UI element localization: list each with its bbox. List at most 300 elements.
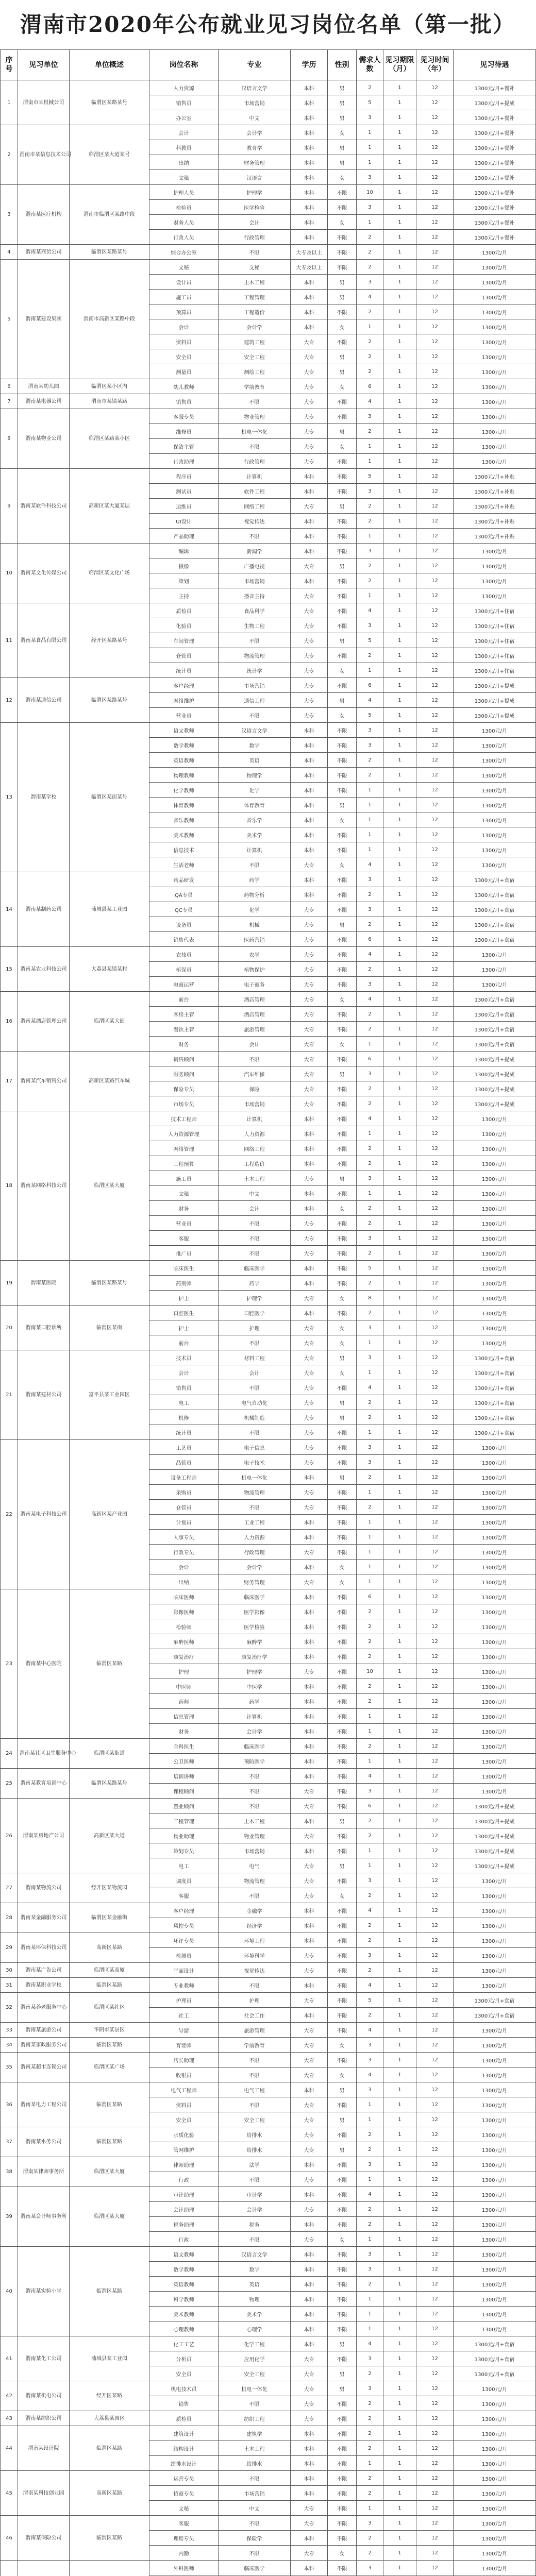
cell-gender: 不限 [328, 1873, 357, 1888]
cell-summary: 大荔县某园区 [70, 2411, 149, 2426]
cell-years: 12 [416, 439, 454, 454]
cell-period: 1 [383, 544, 416, 558]
cell-unit: 渭南某酒店管理公司 [18, 992, 70, 1052]
cell-post: 理赔专员 [149, 2531, 219, 2546]
cell-period: 1 [383, 1365, 416, 1380]
cell-period: 1 [383, 1709, 416, 1724]
cell-period: 1 [383, 1814, 416, 1828]
table-row [1, 260, 536, 275]
cell-education: 大专 [291, 1858, 328, 1873]
cell-years: 12 [416, 1410, 454, 1425]
cell-period: 1 [383, 872, 416, 887]
cell-count: 2 [357, 1141, 383, 1156]
cell-years: 12 [416, 633, 454, 648]
header-major: 专业 [219, 50, 291, 80]
cell-gender: 男 [328, 798, 357, 812]
cell-pay: 1300元/月 [454, 1694, 536, 1709]
cell-major: 网络工程 [219, 499, 291, 514]
cell-major: 社会工作 [219, 2008, 291, 2023]
cell-count: 3 [357, 977, 383, 992]
cell-major: 酒店管理 [219, 992, 291, 1007]
cell-post: 主持 [149, 588, 219, 603]
cell-pay: 1300元/月 [454, 1335, 536, 1350]
cell-gender: 不限 [328, 2396, 357, 2411]
cell-years: 12 [416, 454, 454, 469]
cell-gender: 男 [328, 499, 357, 514]
cell-years: 12 [416, 1440, 454, 1455]
cell-major: 计算机 [219, 842, 291, 857]
cell-major: 不限 [219, 1784, 291, 1799]
cell-gender: 不限 [328, 1096, 357, 1111]
cell-education: 本科 [291, 573, 328, 588]
cell-gender: 不限 [328, 1216, 357, 1231]
cell-gender: 不限 [328, 783, 357, 798]
cell-years: 12 [416, 1545, 454, 1560]
cell-pay: 1300元/月 [454, 1291, 536, 1306]
cell-gender: 不限 [328, 1993, 357, 2008]
cell-pay: 1300元/月 [454, 1978, 536, 1993]
cell-post: QC专员 [149, 902, 219, 917]
cell-pay: 1300元/月 [454, 349, 536, 364]
cell-years: 12 [416, 2321, 454, 2336]
cell-summary: 临渭区某大厦 [70, 2157, 149, 2187]
cell-count: 4 [357, 1111, 383, 1126]
cell-education: 本科 [291, 2471, 328, 2486]
cell-major: 临床医学 [219, 2561, 291, 2575]
cell-period: 1 [383, 1604, 416, 1619]
cell-years: 12 [416, 170, 454, 185]
cell-education: 本科 [291, 872, 328, 887]
cell-gender: 不限 [328, 1141, 357, 1156]
cell-years: 12 [416, 1470, 454, 1485]
cell-years: 12 [416, 349, 454, 364]
cell-count: 1 [357, 1843, 383, 1858]
cell-pay: 1300元/月+补贴 [454, 469, 536, 484]
cell-period: 1 [383, 1156, 416, 1171]
cell-gender: 男 [328, 424, 357, 439]
cell-period: 1 [383, 738, 416, 753]
cell-education: 大专 [291, 1485, 328, 1500]
cell-unit: 渭南市某信息技术公司 [18, 125, 70, 185]
cell-index: 31 [1, 1978, 18, 1993]
cell-count: 1 [357, 1126, 383, 1141]
cell-major: 土木工程 [219, 1171, 291, 1186]
cell-years: 12 [416, 2292, 454, 2307]
cell-pay: 1300元/月 [454, 738, 536, 753]
cell-period: 1 [383, 2336, 416, 2351]
cell-major: 英语 [219, 753, 291, 768]
cell-pay: 1300元/月 [454, 2471, 536, 2486]
cell-years: 12 [416, 1769, 454, 1784]
cell-major: 土木工程 [219, 2441, 291, 2456]
cell-gender: 不限 [328, 1380, 357, 1395]
cell-post: 护理人员 [149, 185, 219, 200]
cell-education: 大专 [291, 603, 328, 618]
table-row [1, 2053, 536, 2067]
cell-pay: 1300元/月+食宿 [454, 887, 536, 902]
cell-education: 本科 [291, 110, 328, 125]
cell-unit: 渭南某化工公司 [18, 2336, 70, 2381]
cell-period: 1 [383, 1231, 416, 1246]
cell-unit: 渭南市某机械公司 [18, 80, 70, 125]
cell-major: 汽车维修 [219, 1066, 291, 1081]
cell-pay: 1300元/月 [454, 753, 536, 768]
cell-gender: 男 [328, 917, 357, 932]
cell-gender: 不限 [328, 1679, 357, 1694]
cell-period: 1 [383, 529, 416, 544]
cell-post: 化学教师 [149, 783, 219, 798]
cell-count: 3 [357, 1066, 383, 1081]
cell-index: 39 [1, 2187, 18, 2247]
cell-count: 1 [357, 2501, 383, 2516]
cell-pay: 1300元/月 [454, 2127, 536, 2142]
cell-post: 客服 [149, 1888, 219, 1903]
cell-pay: 1300元/月 [454, 290, 536, 304]
cell-post: 前台 [149, 992, 219, 1007]
cell-gender: 不限 [328, 544, 357, 558]
cell-years: 12 [416, 1037, 454, 1052]
cell-gender: 不限 [328, 902, 357, 917]
cell-gender: 不限 [328, 2217, 357, 2232]
cell-pay: 1300元/月 [454, 379, 536, 394]
cell-period: 1 [383, 1276, 416, 1291]
cell-major: 工业工程 [219, 1515, 291, 1530]
cell-gender: 不限 [328, 1918, 357, 1933]
cell-period: 1 [383, 2112, 416, 2127]
cell-post: 会计 [149, 125, 219, 140]
cell-unit: 渭南某职业学校 [18, 1978, 70, 1993]
cell-years: 12 [416, 1978, 454, 1993]
cell-pay: 1300元/月+提成 [454, 1066, 536, 1081]
cell-years: 12 [416, 2172, 454, 2187]
cell-pay: 1300元/月 [454, 1724, 536, 1739]
cell-period: 1 [383, 1037, 416, 1052]
cell-gender: 女 [328, 1335, 357, 1350]
cell-major: 财务管理 [219, 155, 291, 170]
header-gender: 性别 [328, 50, 357, 80]
cell-education: 本科 [291, 1694, 328, 1709]
cell-education: 大专 [291, 1873, 328, 1888]
cell-pay: 1300元/月+食宿 [454, 1395, 536, 1410]
cell-period: 1 [383, 2232, 416, 2247]
cell-period: 1 [383, 2351, 416, 2366]
cell-count: 1 [357, 1560, 383, 1574]
document-title: 渭南市2020年公布就业见习岗位名单（第一批） [20, 12, 515, 37]
cell-education: 本科 [291, 812, 328, 827]
cell-major: 通信工程 [219, 693, 291, 708]
cell-gender: 女 [328, 170, 357, 185]
cell-pay: 1300元/月 [454, 1156, 536, 1171]
cell-count: 1 [357, 1485, 383, 1500]
cell-post: 营业员 [149, 1216, 219, 1231]
cell-period: 1 [383, 1933, 416, 1948]
cell-pay: 1300元/月 [454, 1948, 536, 1963]
cell-pay: 1300元/月 [454, 827, 536, 842]
cell-count: 3 [357, 275, 383, 290]
cell-years: 12 [416, 588, 454, 603]
cell-count: 2 [357, 2008, 383, 2023]
cell-count: 3 [357, 2262, 383, 2277]
table-row [1, 2561, 536, 2575]
cell-major: 食品科学 [219, 603, 291, 618]
cell-years: 12 [416, 1380, 454, 1395]
cell-count: 2 [357, 2366, 383, 2381]
cell-period: 1 [383, 1679, 416, 1694]
cell-index: 3 [1, 185, 18, 245]
cell-education: 本科 [291, 1649, 328, 1664]
cell-summary: 临渭区某大厦 [70, 1111, 149, 1261]
cell-index: 32 [1, 1993, 18, 2023]
cell-gender: 不限 [328, 1530, 357, 1545]
cell-education: 本科 [291, 80, 328, 95]
cell-years: 12 [416, 1500, 454, 1515]
cell-summary: 临渭区某商厦 [70, 1963, 149, 1978]
cell-major: 视觉传达 [219, 514, 291, 529]
cell-post: 综合办公室 [149, 245, 219, 260]
cell-education: 大专 [291, 334, 328, 349]
cell-years: 12 [416, 2381, 454, 2396]
cell-years: 12 [416, 1066, 454, 1081]
cell-post: 导游 [149, 2023, 219, 2038]
cell-major: 医药营销 [219, 932, 291, 947]
cell-post: 电商运营 [149, 977, 219, 992]
cell-education: 大专 [291, 1320, 328, 1335]
cell-period: 1 [383, 633, 416, 648]
cell-period: 1 [383, 469, 416, 484]
table-row [1, 185, 536, 200]
cell-post: 社工 [149, 2008, 219, 2023]
cell-years: 12 [416, 1007, 454, 1022]
table-row [1, 947, 536, 962]
cell-gender: 男 [328, 2381, 357, 2396]
cell-major: 不限 [219, 2053, 291, 2067]
cell-education: 大专 [291, 2097, 328, 2112]
cell-major: 医学检验 [219, 1619, 291, 1634]
cell-period: 1 [383, 1903, 416, 1918]
cell-period: 1 [383, 2038, 416, 2053]
cell-education: 本科 [291, 1276, 328, 1291]
cell-period: 1 [383, 1619, 416, 1634]
cell-years: 12 [416, 723, 454, 738]
cell-education: 本科 [291, 125, 328, 140]
cell-pay: 1300元/月 [454, 2381, 536, 2396]
cell-index: 18 [1, 1111, 18, 1261]
cell-years: 12 [416, 768, 454, 783]
cell-major: 英语 [219, 2277, 291, 2292]
cell-education: 本科 [291, 319, 328, 334]
cell-years: 12 [416, 2187, 454, 2202]
cell-education: 本科 [291, 2082, 328, 2097]
cell-post: 客服 [149, 2516, 219, 2531]
cell-count: 2 [357, 1619, 383, 1634]
cell-post: 行政助理 [149, 454, 219, 469]
cell-education: 本科 [291, 1843, 328, 1858]
cell-education: 大专 [291, 932, 328, 947]
cell-gender: 不限 [328, 1604, 357, 1619]
cell-count: 1 [357, 827, 383, 842]
cell-major: 环境科学 [219, 1948, 291, 1963]
cell-pay: 1300元/月+食宿 [454, 2351, 536, 2366]
cell-education: 大专及以上 [291, 245, 328, 260]
cell-period: 1 [383, 753, 416, 768]
cell-count: 10 [357, 185, 383, 200]
cell-education: 本科 [291, 215, 328, 230]
cell-count: 1 [357, 155, 383, 170]
cell-education: 本科 [291, 1619, 328, 1634]
cell-gender: 不限 [328, 1231, 357, 1246]
cell-years: 12 [416, 2307, 454, 2321]
cell-years: 12 [416, 140, 454, 155]
cell-major: 土木工程 [219, 1814, 291, 1828]
cell-major: 工程管理 [219, 290, 291, 304]
cell-post: 电工 [149, 1858, 219, 1873]
cell-major: 药学 [219, 1276, 291, 1291]
table-row [1, 1903, 536, 1918]
cell-count: 6 [357, 1052, 383, 1066]
cell-post: 美术教师 [149, 2307, 219, 2321]
cell-index: 24 [1, 1739, 18, 1769]
cell-gender: 不限 [328, 1515, 357, 1530]
cell-gender: 男 [328, 693, 357, 708]
cell-major: 不限 [219, 1888, 291, 1903]
cell-education: 大专 [291, 1395, 328, 1410]
table-row [1, 2082, 536, 2097]
cell-gender: 男 [328, 95, 357, 110]
cell-unit: 渭南某农业科技公司 [18, 947, 70, 992]
cell-post: 植保员 [149, 962, 219, 977]
cell-major: 不限 [219, 529, 291, 544]
cell-period: 1 [383, 678, 416, 693]
cell-post: 策划 [149, 573, 219, 588]
cell-count: 2 [357, 1933, 383, 1948]
cell-post: 客户经理 [149, 678, 219, 693]
cell-years: 12 [416, 2038, 454, 2053]
cell-education: 大专 [291, 2112, 328, 2127]
cell-summary: 高新区某路汽车城 [70, 1052, 149, 1111]
cell-major: 不限 [219, 857, 291, 872]
cell-gender: 男 [328, 2336, 357, 2351]
cell-pay: 1300元/月 [454, 2112, 536, 2127]
cell-post: 护士 [149, 1320, 219, 1335]
cell-pay: 1300元/月 [454, 1560, 536, 1574]
cell-major: 统计学 [219, 663, 291, 678]
cell-summary: 渭南市高新区某路中段 [70, 260, 149, 379]
cell-pay: 1300元/月 [454, 1126, 536, 1141]
cell-post: 公卫医师 [149, 1754, 219, 1769]
cell-count: 4 [357, 992, 383, 1007]
cell-years: 12 [416, 1619, 454, 1634]
cell-years: 12 [416, 902, 454, 917]
cell-years: 12 [416, 2023, 454, 2038]
cell-major: 机械 [219, 917, 291, 932]
cell-post: 保洁主管 [149, 439, 219, 454]
cell-education: 本科 [291, 887, 328, 902]
cell-years: 12 [416, 319, 454, 334]
cell-major: 不限 [219, 1978, 291, 1993]
cell-period: 1 [383, 1425, 416, 1440]
cell-education: 本科 [291, 1261, 328, 1276]
cell-post: 测试员 [149, 484, 219, 499]
cell-post: 课程顾问 [149, 1784, 219, 1799]
cell-unit: 渭南某机电公司 [18, 2381, 70, 2411]
cell-pay: 1300元/月 [454, 2501, 536, 2516]
cell-index: 36 [1, 2082, 18, 2127]
cell-period: 1 [383, 409, 416, 424]
cell-post: 客房主管 [149, 1007, 219, 1022]
cell-pay: 1300元/月+住宿 [454, 663, 536, 678]
table-row [1, 1589, 536, 1604]
cell-pay: 1300元/月+提成 [454, 1828, 536, 1843]
cell-pay: 1300元/月 [454, 2456, 536, 2471]
cell-count: 2 [357, 1201, 383, 1216]
cell-unit: 渭南某食品有限公司 [18, 603, 70, 678]
cell-unit: 渭南某建材公司 [18, 1350, 70, 1440]
cell-pay: 1300元/月 [454, 1918, 536, 1933]
cell-index: 35 [1, 2053, 18, 2082]
cell-post: 行政专员 [149, 1545, 219, 1560]
cell-index: 15 [1, 947, 18, 992]
cell-unit: 渭南某通信公司 [18, 678, 70, 723]
cell-education: 大专 [291, 1335, 328, 1350]
cell-education: 本科 [291, 170, 328, 185]
cell-gender: 不限 [328, 1694, 357, 1709]
cell-post: 技术工程师 [149, 1111, 219, 1126]
cell-education: 大专 [291, 947, 328, 962]
cell-education: 大专 [291, 2546, 328, 2561]
cell-gender: 女 [328, 2067, 357, 2082]
cell-post: 安全员 [149, 2366, 219, 2381]
cell-post: 音乐教师 [149, 812, 219, 827]
cell-period: 1 [383, 992, 416, 1007]
cell-years: 12 [416, 1126, 454, 1141]
cell-count: 5 [357, 708, 383, 723]
cell-pay: 1300元/月 [454, 275, 536, 290]
cell-education: 大专 [291, 499, 328, 514]
cell-unit: 渭南某环保科技公司 [18, 1933, 70, 1963]
cell-summary: 经开区某路 [70, 2381, 149, 2411]
cell-count: 2 [357, 1306, 383, 1320]
cell-pay: 1300元/月+提成 [454, 1858, 536, 1873]
cell-education: 大专 [291, 1081, 328, 1096]
cell-gender: 不限 [328, 603, 357, 618]
cell-major: 会计 [219, 1201, 291, 1216]
cell-years: 12 [416, 499, 454, 514]
cell-pay: 1300元/月 [454, 2217, 536, 2232]
cell-period: 1 [383, 290, 416, 304]
cell-major: 会计学 [219, 1724, 291, 1739]
cell-post: 采购员 [149, 1485, 219, 1500]
cell-period: 1 [383, 394, 416, 409]
cell-years: 12 [416, 1081, 454, 1096]
cell-years: 12 [416, 2426, 454, 2441]
cell-index: 8 [1, 409, 18, 469]
cell-education: 大专 [291, 2411, 328, 2426]
cell-gender: 不限 [328, 1828, 357, 1843]
cell-post: 药师 [149, 1694, 219, 1709]
cell-gender: 不限 [328, 842, 357, 857]
cell-education: 大专 [291, 1052, 328, 1066]
cell-post: 管网维护 [149, 2142, 219, 2157]
cell-count: 8 [357, 1291, 383, 1306]
cell-period: 1 [383, 663, 416, 678]
cell-gender: 不限 [328, 1156, 357, 1171]
cell-gender: 不限 [328, 334, 357, 349]
cell-major: 预防医学 [219, 1754, 291, 1769]
cell-index: 11 [1, 603, 18, 678]
cell-unit: 渭南某广告公司 [18, 1963, 70, 1978]
cell-count: 1 [357, 2307, 383, 2321]
cell-years: 12 [416, 2247, 454, 2262]
